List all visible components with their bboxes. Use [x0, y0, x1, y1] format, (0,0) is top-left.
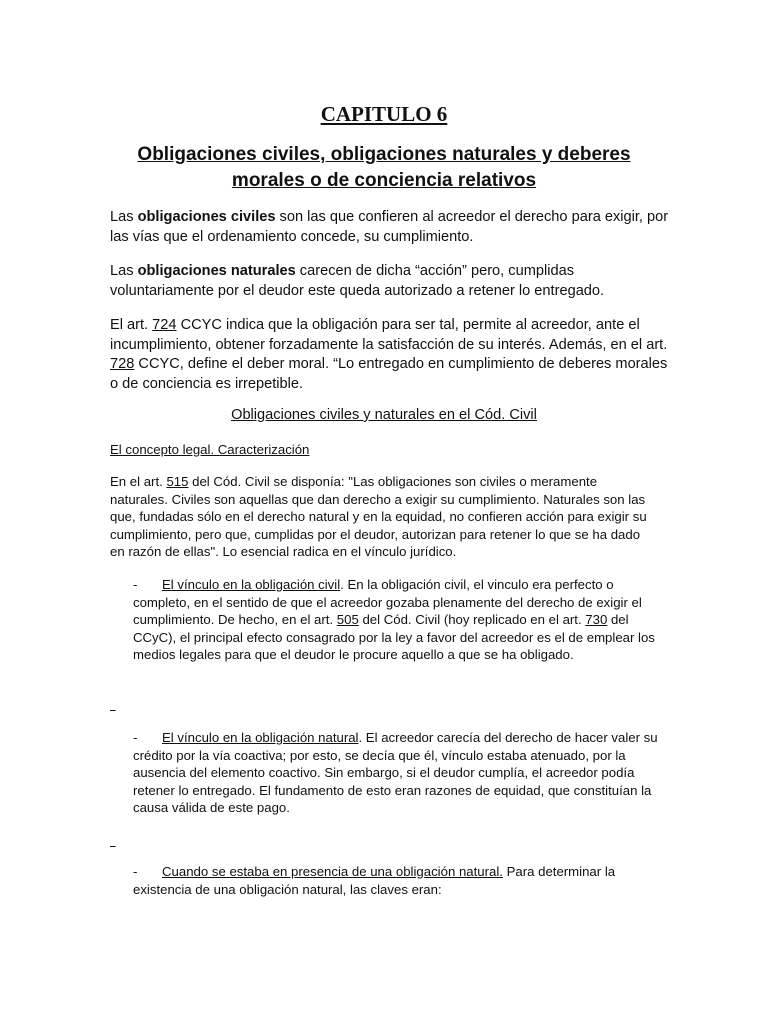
bullet-natural [133, 729, 661, 817]
paragraph-text: Las [110, 263, 138, 279]
bullet-heading: El vínculo en la obligación civil [162, 577, 341, 592]
subheading: El concepto legal. Caracterización [110, 442, 310, 457]
bullet-dash: - [133, 577, 138, 592]
bullet-dash: - [133, 730, 138, 745]
bullet-heading: El vínculo en la obligación natural [162, 730, 359, 745]
bold-term: obligaciones naturales [137, 263, 296, 279]
paragraph-text: del Cód. Civil se disponía: "Las obligaciones son civiles o meramente naturales. Civiles son aquellas que dan derecho a exigir su cumplimiento. Naturales son las que, fundadas sólo en el derecho natural y en la equidad, no confieren acción para exigir su cumplimiento, pero que, cumplidas por el deudor, autorizan para retener lo que se ha dado en razón de ellas". Lo esencial radica en el vínculo jurídico. [110, 474, 647, 560]
article-link[interactable]: 724 [152, 317, 177, 333]
article-link[interactable]: 730 [585, 612, 608, 628]
paragraph-text: son las que confieren al acreedor el derecho para exigir, por las vías que el ordenamiento concede, su cumplimiento. [110, 209, 669, 245]
bullet-heading: Cuando se estaba en presencia de una obligación natural. [162, 864, 503, 879]
paragraph-codigo-civil [110, 473, 658, 561]
paragraph-text: Las [110, 209, 138, 225]
empty-list-marker [110, 702, 116, 712]
paragraph-ccyc [110, 316, 670, 394]
section-heading: Obligaciones civiles y naturales en el Cód. Civil [231, 407, 537, 423]
chapter-title: CAPITULO 6 [320, 102, 448, 126]
bold-term: obligaciones civiles [137, 209, 276, 225]
paragraph-text: carecen de dicha “acción” pero, cumplidas voluntariamente por el deudor este queda autorizado a retener lo entregado. [110, 263, 605, 299]
empty-list-marker [110, 838, 116, 848]
article-link[interactable]: 515 [166, 474, 189, 489]
bullet-text: . En la obligación civil, el vinculo era perfecto o completo, en el sentido de que el acreedor gozaba plenamente del derecho de exigir el cumplimiento. De hecho, en el art. [133, 577, 642, 628]
article-link[interactable]: 728 [110, 356, 135, 372]
bullet-dash: - [133, 864, 138, 879]
document-title: Obligaciones civiles, obligaciones naturales y deberes morales o de conciencia relativos [137, 144, 631, 191]
bullet-text: del Cód. Civil (hoy replicado en el art. [358, 612, 586, 628]
paragraph-text: CCYC, define el deber moral. “Lo entregado en cumplimiento de deberes morales o de conciencia es irrepetible. [110, 356, 668, 392]
bullet-text: del CCyC), el principal efecto consagrado por la ley a favor del acreedor es el de emplear los medios legales para que el deudor le procure aquello a que se ha obligado. [133, 612, 655, 663]
article-link[interactable]: 505 [336, 612, 359, 628]
paragraph-civil [110, 208, 670, 247]
paragraph-text: El art. [110, 317, 153, 333]
bullet-civil [133, 576, 661, 664]
paragraph-text: CCYC indica que la obligación para ser tal, permite al acreedor, ante el incumplimiento, obtener forzadamente la satisfacción de su interés. Además, en el art. [110, 317, 668, 353]
bullet-presence [133, 863, 661, 898]
paragraph-text: En el art. [110, 474, 167, 489]
bullet-text: . El acreedor carecía del derecho de hacer valer su crédito por la vía coactiva; por esto, se decía que él, vínculo estaba atenuado, por la ausencia del elemento coactivo. Sin embargo, si el deudor cumplía, el acreedor podía retener lo entregado. El fundamento de esto eran razones de equidad, que constituían la causa válida de este pago. [133, 730, 658, 816]
paragraph-natural [110, 262, 670, 301]
bullet-text: Para determinar la existencia de una obligación natural, las claves eran: [133, 864, 616, 897]
